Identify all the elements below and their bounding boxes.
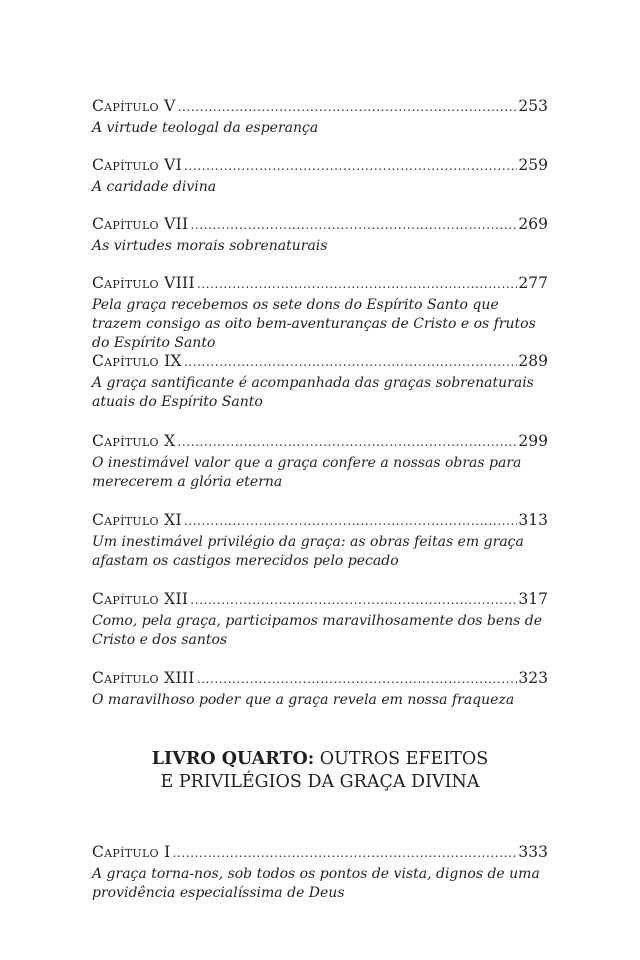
chapter-label: Capítulo V — [92, 97, 176, 115]
dot-leader — [184, 511, 518, 531]
toc-entry-cap-xiii — [92, 668, 548, 710]
chapter-subtitle: O maravilhoso poder que a graça revela em nossa fraqueza — [92, 692, 515, 708]
page-number: 299 — [518, 432, 548, 450]
dot-leader — [178, 97, 518, 117]
chapter-label: Capítulo I — [92, 843, 171, 861]
toc-entry-cap-x — [92, 431, 548, 492]
dot-leader — [177, 432, 517, 452]
page-number: 333 — [518, 843, 548, 861]
toc-entry-cap-viii — [92, 273, 548, 353]
chapter-subtitle: Pela graça recebemos os sete dons do Espírito Santo que trazem consigo as oito bem-aventuranças de Cristo e os frutos do Espírito Santo — [92, 297, 536, 351]
chapter-label: Capítulo XI — [92, 511, 182, 529]
dot-leader — [190, 590, 517, 610]
dot-leader — [173, 843, 518, 863]
page-number: 253 — [518, 97, 548, 115]
page-number: 289 — [518, 352, 548, 370]
chapter-label: Capítulo VII — [92, 215, 189, 233]
chapter-subtitle: A virtude teologal da esperança — [92, 120, 319, 136]
chapter-subtitle: O inestimável valor que a graça confere a nossas obras para merecerem a glória eterna — [92, 455, 522, 490]
chapter-label: Capítulo XIII — [92, 669, 195, 687]
book-title-rest: OUTROS EFEITOS — [314, 749, 489, 769]
page-number: 313 — [518, 511, 548, 529]
book-title-line2: E PRIVILÉGIOS DA GRAÇA DIVINA — [160, 772, 480, 792]
page-number: 317 — [518, 590, 548, 608]
toc-entry-cap-ix — [92, 351, 548, 412]
chapter-label: Capítulo VI — [92, 156, 183, 174]
page-number: 259 — [518, 156, 548, 174]
chapter-subtitle: Como, pela graça, participamos maravilhosamente dos bens de Cristo e dos santos — [92, 613, 543, 648]
toc-entry-cap-vii — [92, 214, 548, 256]
dot-leader — [184, 352, 518, 372]
dot-leader — [197, 669, 518, 689]
toc-entry-cap-xi — [92, 510, 548, 571]
page-number: 323 — [518, 669, 548, 687]
book-title-bold: LIVRO QUARTO: — [151, 749, 315, 769]
page-number: 269 — [518, 215, 548, 233]
dot-leader — [197, 274, 518, 294]
toc-entry-cap-v — [92, 96, 548, 138]
toc-entry-cap-vi — [92, 155, 548, 197]
chapter-subtitle: A graça torna-nos, sob todos os pontos de vista, dignos de uma providência especialíssima de Deus — [92, 866, 540, 901]
chapter-label: Capítulo VIII — [92, 274, 195, 292]
page-number: 277 — [518, 274, 548, 292]
chapter-subtitle: A graça santificante é acompanhada das graças sobrenaturais atuais do Espírito Santo — [92, 375, 534, 410]
dot-leader — [190, 215, 517, 235]
book-section-heading — [92, 748, 548, 794]
toc-entry-cap-xii — [92, 589, 548, 650]
chapter-subtitle: As virtudes morais sobrenaturais — [92, 238, 328, 254]
dot-leader — [184, 156, 517, 176]
chapter-label: Capítulo X — [92, 432, 176, 450]
chapter-subtitle: A caridade divina — [92, 179, 217, 195]
toc-entry-livro4-cap-i — [92, 842, 548, 903]
chapter-subtitle: Um inestimável privilégio da graça: as obras feitas em graça afastam os castigos merecidos pelo pecado — [92, 534, 524, 569]
chapter-label: Capítulo XII — [92, 590, 189, 608]
chapter-label: Capítulo IX — [92, 352, 182, 370]
